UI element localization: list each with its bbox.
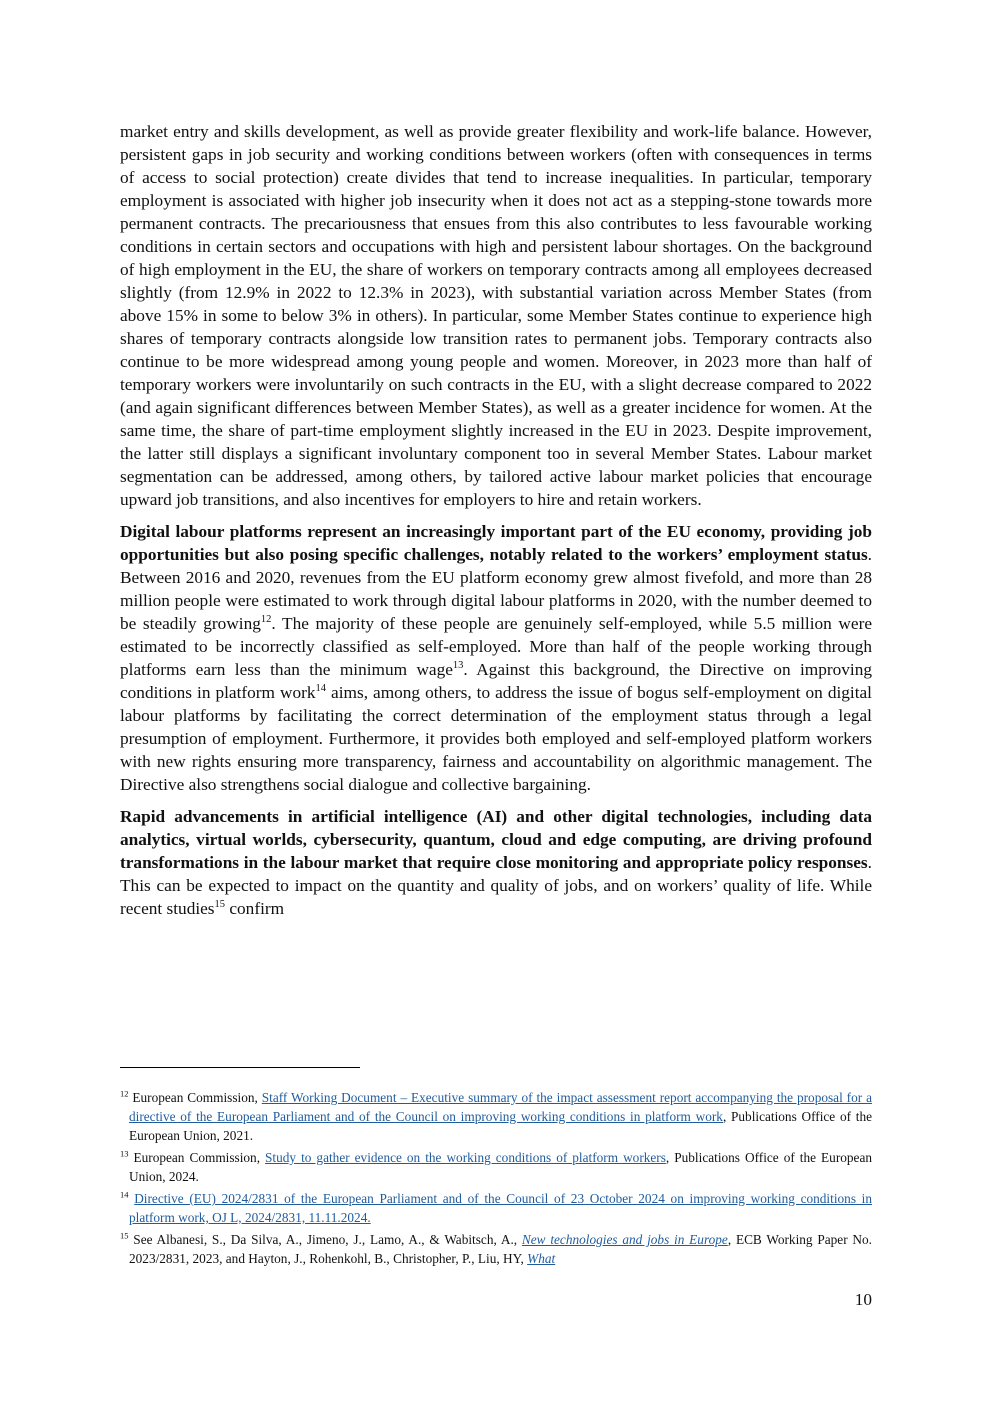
footnote-number: 14 — [120, 1189, 129, 1200]
bold-lead: Digital labour platforms represent an increasingly important part of the EU economy, providing job opportunities but also posing specific challenges, notably related to the workers’ employment status — [120, 522, 872, 564]
footnote-text: European Commission, — [128, 1150, 266, 1165]
footnote-text: , Publications Office of the European Union, 2024. — [129, 1150, 872, 1184]
footnote-text: , ECB Working Paper No. 2023/2831, 2023, and Hayton, J., Rohenkohl, B., Christopher, P., Liu, HY, — [129, 1232, 872, 1266]
footnote-link[interactable]: Directive (EU) 2024/2831 of the European Parliament and of the Council of 23 October 2024 on improving working conditions in platform work, OJ L, 2024/2831, 11.11.2024. — [129, 1191, 873, 1225]
paragraph-text: . Against this background, the Directive on improving conditions in platform work — [120, 660, 872, 702]
paragraph-platforms — [120, 520, 872, 796]
page-body — [120, 120, 872, 929]
footnote-text: European Commission, — [128, 1090, 262, 1105]
footnote-link-text: New technologies and jobs in Europe — [521, 1232, 728, 1247]
footnote-text: See Albanesi, S., Da Silva, A., Jimeno, J., Lamo, A., & Wabitsch, A., — [128, 1232, 522, 1247]
footnote-number: 13 — [120, 1148, 129, 1159]
footnote-separator — [120, 1067, 360, 1068]
footnote-link[interactable]: Staff Working Document – Executive summary of the impact assessment report accompanying the proposal for a directive of the European Parliament and of the Council on improving working conditions in platform work — [129, 1090, 873, 1124]
paragraph-text: . The majority of these people are genuinely self-employed, while 5.5 million were estimated to be incorrectly classified as self-employed. More than half of the people working through platforms earn less than the minimum wage — [120, 614, 872, 679]
footnote-12 — [120, 1088, 872, 1145]
footnote-text: , Publications Office of the European Union, 2021. — [129, 1109, 873, 1143]
footnote-13 — [120, 1148, 872, 1186]
footnote-number: 15 — [120, 1230, 129, 1241]
footnote-ref[interactable]: 13 — [452, 660, 464, 672]
bold-lead: Rapid advancements in artificial intelligence (AI) and other digital technologies, including data analytics, virtual worlds, cybersecurity, quantum, cloud and edge computing, are driving profound transformations in the labour market that require close monitoring and appropriate policy responses — [120, 807, 872, 872]
footnote-link[interactable]: Study to gather evidence on the working conditions of platform workers — [265, 1150, 666, 1165]
footnote-link-text: What — [527, 1251, 556, 1266]
paragraph-text: . This can be expected to impact on the quantity and quality of jobs, and on workers’ quality of life. While recent studies — [120, 853, 872, 918]
paragraph-text: aims, among others, to address the issue of bogus self-employment on digital labour platforms by facilitating the correct determination of the employment status through a legal presumption of employment. Furthermore, it provides both employed and self-employed platform workers with new rights ensuring more transparency, fairness and accountability on algorithmic management. The Directive also strengthens social dialogue and collective bargaining. — [120, 683, 872, 794]
paragraph-segmentation — [120, 120, 872, 511]
footnotes — [120, 1088, 872, 1271]
page-number: 10 — [854, 1290, 872, 1309]
paragraph-text: market entry and skills development, as well as provide greater flexibility and work-life balance. However, persistent gaps in job security and working conditions between workers (often with consequences in terms of access to social protection) create divides that tend to increase inequalities. In particular, temporary employment is associated with higher job insecurity when it does not act as a stepping-stone towards more permanent contracts. The precariousness that ensues from this also contributes to less favourable working conditions in certain sectors and occupations with high and persistent labour shortages. On the background of high employment in the EU, the share of workers on temporary contracts among all employees decreased slightly (from 12.9% in 2022 to 12.3% in 2023), with substantial variation across Member States (from above 15% in some to below 3% in others). In particular, some Member States continue to experience high shares of temporary contracts alongside low transition rates to permanent jobs. Temporary contracts also continue to be more widespread among young people and women. Moreover, in 2023 more than half of temporary workers were involuntarily on such contracts in the EU, with a slight decrease compared to 2022 (and again significant differences between Member States), as well as a greater incidence for women. At the same time, the share of part-time employment slightly increased in the EU in 2023. Despite improvement, the latter still displays a significant involuntary component too in several Member States. Labour market segmentation can be addressed, among others, by tailored active labour market policies that encourage upward job transitions, and also incentives for employers to hire and retain workers. — [120, 122, 872, 509]
paragraph-text: . Between 2016 and 2020, revenues from the EU platform economy grew almost fivefold, and more than 28 million people were estimated to work through digital labour platforms in 2020, with the number deemed to be steadily growing — [120, 545, 872, 633]
footnote-14 — [120, 1189, 872, 1227]
paragraph-text: confirm — [225, 899, 285, 918]
footnote-number: 12 — [120, 1088, 129, 1099]
footnote-ref[interactable]: 15 — [214, 899, 226, 911]
footnote-ref[interactable]: 12 — [260, 614, 272, 626]
footnote-link[interactable] — [522, 1232, 728, 1247]
paragraph-ai — [120, 805, 872, 920]
footnote-ref[interactable]: 14 — [315, 683, 327, 695]
footnote-link[interactable] — [527, 1251, 555, 1266]
footnote-15 — [120, 1230, 872, 1268]
